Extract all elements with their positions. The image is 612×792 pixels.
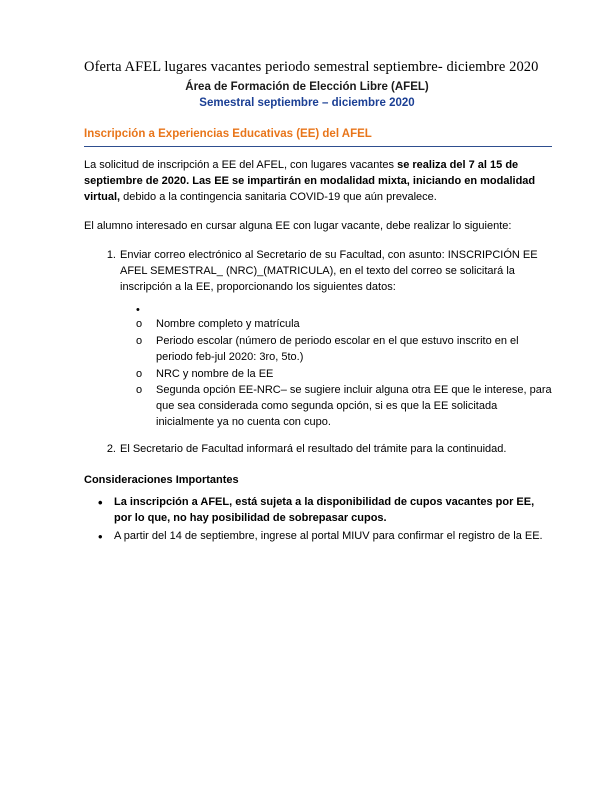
- bullet-marker: o: [136, 317, 143, 330]
- list-item: [120, 317, 552, 333]
- document-title: Oferta AFEL lugares vacantes periodo semestral septiembre- diciembre 2020: [84, 59, 539, 75]
- list-item-number: 2.: [106, 443, 116, 456]
- numbered-list: [84, 248, 552, 458]
- list-item-text: Nombre completo y matrícula: [156, 317, 300, 330]
- list-item-text: Segunda opción EE-NRC– se sugiere incluir alguna otra EE que le interese, para que sea considerada como segunda opción, si es que la EE solicitada inicialmente ya no cuenta con cupo.: [156, 384, 552, 429]
- list-item: [120, 303, 552, 316]
- paragraph-solicitud-part1: La solicitud de inscripción a EE del AFEL, con lugares vacantes: [84, 159, 398, 172]
- list-item: [84, 529, 552, 545]
- paragraph-solicitud-bold: se realiza del 7 al 15 de septiembre de 2020. Las EE se impartirán en modalidad mixta, iniciando en modalidad virtual,: [84, 159, 536, 204]
- header-line-area: Área de Formación de Elección Libre (AFEL): [185, 81, 429, 94]
- section-title: Inscripción a Experiencias Educativas (EE) del AFEL: [84, 128, 372, 141]
- list-item-text: El Secretario de Facultad informará el resultado del trámite para la continuidad.: [120, 443, 507, 456]
- list-item: [84, 248, 552, 431]
- bullet-marker: •: [136, 303, 140, 316]
- list-item: [120, 367, 552, 383]
- bullet-marker: o: [136, 367, 143, 380]
- paragraph-solicitud: [84, 158, 552, 206]
- header-line-period: Semestral septiembre – diciembre 2020: [199, 96, 415, 109]
- considerations-title: Consideraciones Importantes: [84, 474, 239, 487]
- paragraph-solicitud-part2: debido a la contingencia sanitaria COVID-19 que aún prevalece.: [120, 191, 437, 204]
- bullet-marker: o: [136, 384, 143, 397]
- list-item-text: NRC y nombre de la EE: [156, 367, 274, 380]
- list-item-text: A partir del 14 de septiembre, ingrese al portal MIUV para confirmar el registro de la EE.: [114, 530, 543, 543]
- list-item-text: La inscripción a AFEL, está sujeta a la disponibilidad de cupos vacantes por EE, por lo que, no hay posibilidad de sobrepasar cupos.: [114, 496, 535, 525]
- paragraph-alumno: El alumno interesado en cursar alguna EE con lugar vacante, debe realizar lo siguiente:: [84, 219, 512, 232]
- document-header: [84, 80, 552, 111]
- bullet-marker: o: [136, 334, 143, 347]
- list-item-text: Periodo escolar (número de periodo escolar en el que estuvo inscrito en el periodo feb-jul 2020: 3ro, 5to.): [156, 334, 519, 363]
- list-item: [84, 495, 552, 527]
- considerations-list: [84, 495, 552, 545]
- list-item: [120, 383, 552, 431]
- list-item: [120, 334, 552, 366]
- list-item-text: Enviar correo electrónico al Secretario de su Facultad, con asunto: INSCRIPCIÓN EE AFEL SEMESTRAL_ (NRC)_(MATRICULA), en el texto del correo se solicitará la inscripción a la EE, proporcionando los siguientes datos:: [120, 248, 538, 293]
- data-sublist: [120, 303, 552, 432]
- list-item: [84, 442, 552, 458]
- list-item-number: 1.: [106, 248, 116, 261]
- bullet-marker: •: [98, 529, 103, 545]
- divider: [84, 146, 552, 147]
- bullet-marker: •: [98, 495, 103, 511]
